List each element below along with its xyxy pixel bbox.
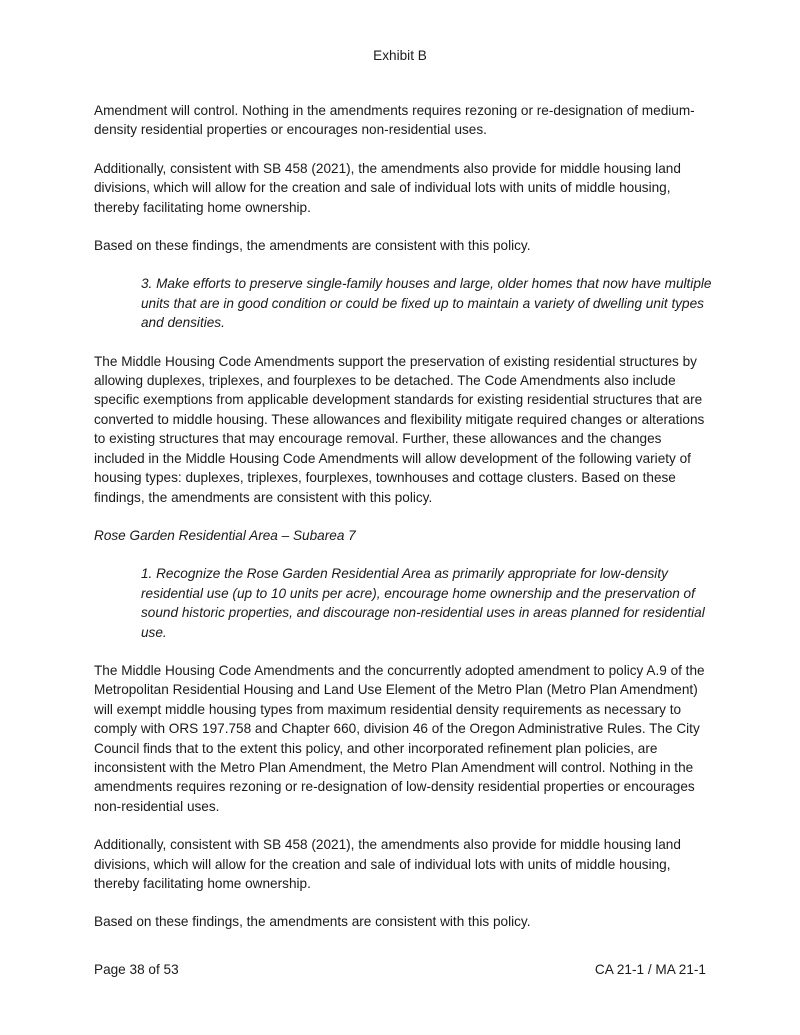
body-paragraph: The Middle Housing Code Amendments support the preservation of existing residential structures by allowing duplexes, triplexes, and fourplexes to be detached. The Code Amendments also include specific exemptions from applicable development standards for existing residential structures that are converted to middle housing. These allowances and flexibility mitigate required changes or alterations to existing structures that may encourage removal. Further, these allowances and the changes included in the Middle Housing Code Amendments will allow development of the following variety of housing types: duplexes, triplexes, fourplexes, townhouses and cottage clusters. Based on these findings, the amendments are consistent with this policy. [94,353,705,505]
body-paragraph: Based on these findings, the amendments are consistent with this policy. [94,238,531,254]
body-paragraph: Amendment will control. Nothing in the amendments requires rezoning or re-designation of medium-density residential properties or encourages non-residential uses. [94,103,695,138]
document-reference: CA 21-1 / MA 21-1 [594,962,706,977]
body-paragraph: Additionally, consistent with SB 458 (2021), the amendments also provide for middle housing land divisions, which will allow for the creation and sale of individual lots with units of middle housing, thereby facilitating home ownership. [94,160,681,215]
body-paragraph: The Middle Housing Code Amendments and the concurrently adopted amendment to policy A.9 of the Metropolitan Residential Housing and Land Use Element of the Metro Plan (Metro Plan Amendment) will exempt middle housing types from maximum residential density requirements as necessary to comply with ORS 197.758 and Chapter 660, division 46 of the Oregon Administrative Rules. The City Council finds that to the extent this policy, and other incorporated refinement plan policies, are inconsistent with the Metro Plan Amendment, the Metro Plan Amendment will control. Nothing in the amendments requires rezoning or re-designation of low-density residential properties or encourages non-residential uses. [94,662,705,814]
policy-quote: 3. Make efforts to preserve single-family houses and large, older homes that now have multiple units that are in good condition or could be fixed up to maintain a variety of dwelling unit types and densities. [141,276,712,331]
body-paragraph: Based on these findings, the amendments are consistent with this policy. [94,914,531,930]
page-header-title: Exhibit B [373,48,427,63]
body-paragraph: Additionally, consistent with SB 458 (2021), the amendments also provide for middle housing land divisions, which will allow for the creation and sale of individual lots with units of middle housing, thereby facilitating home ownership. [94,837,681,891]
page-number: Page 38 of 53 [94,962,179,977]
document-body [94,101,714,951]
policy-quote: 1. Recognize the Rose Garden Residential Area as primarily appropriate for low-density residential use (up to 10 units per acre), encourage home ownership and the preservation of sound historic properties, and discourage non-residential uses in areas planned for residential use. [141,566,705,640]
section-heading: Rose Garden Residential Area – Subarea 7 [94,527,356,543]
